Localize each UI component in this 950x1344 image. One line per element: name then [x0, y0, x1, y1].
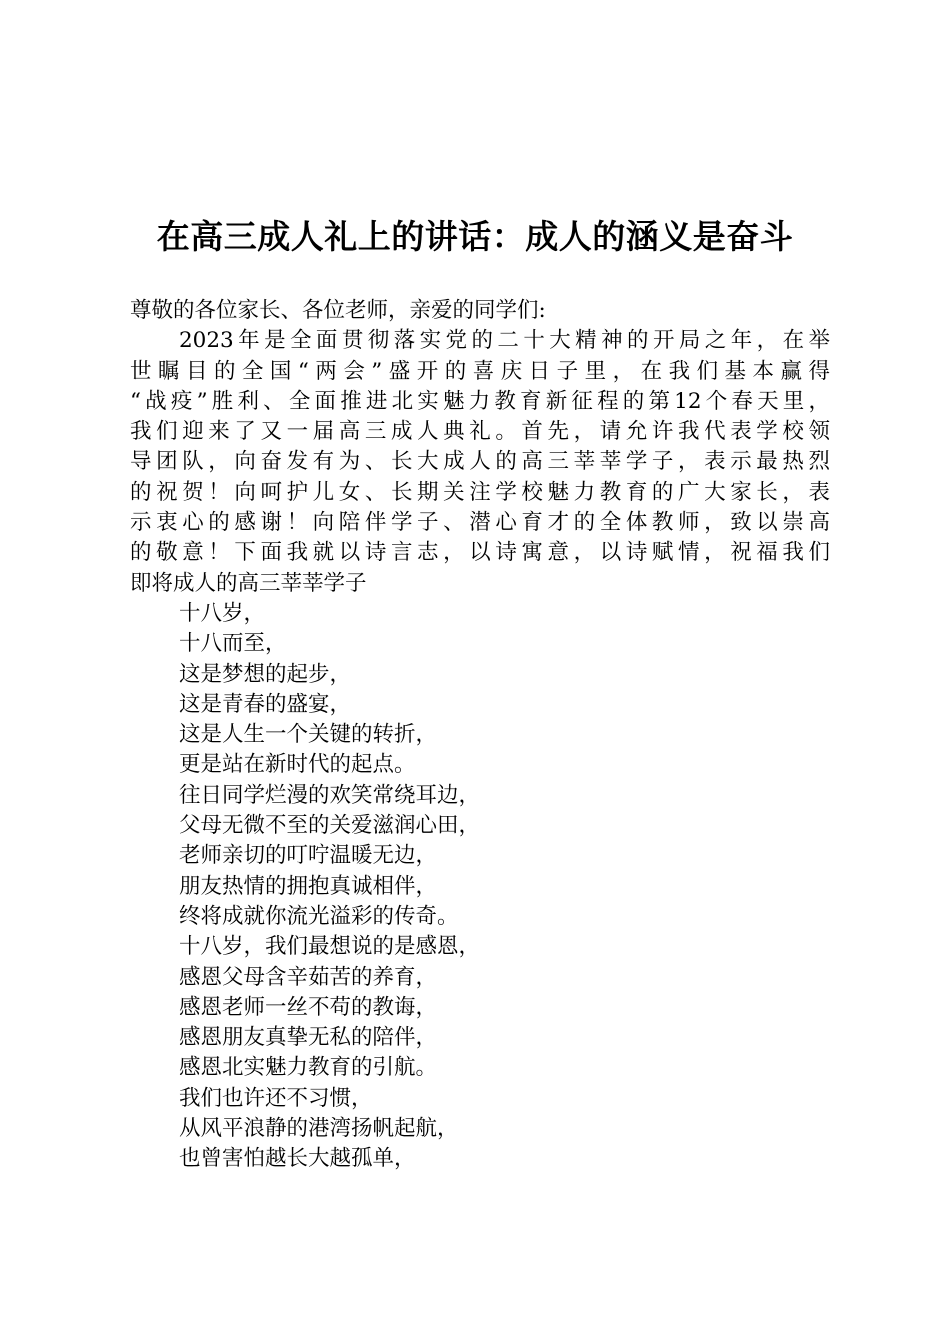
poem-line: 感恩朋友真挚无私的陪伴，: [179, 1025, 438, 1051]
poem-line: 从风平浪静的港湾扬帆起航，: [179, 1116, 459, 1142]
paragraph-line: “战疫”胜利、全面推进北实魅力教育新征程的第12个春天里，: [130, 388, 830, 414]
poem-line: 十八岁，我们最想说的是感恩，: [179, 934, 481, 960]
poem-line: 更是站在新时代的起点。: [179, 752, 416, 778]
poem-line: 终将成就你流光溢彩的传奇。: [179, 903, 459, 929]
poem-line: 这是梦想的起步，: [179, 661, 352, 687]
poem-line: 感恩老师一丝不苟的教诲，: [179, 994, 438, 1020]
poem-line: 父母无微不至的关爱滋润心田，: [179, 813, 481, 839]
salutation-line: 尊敬的各位家长、各位老师，亲爱的同学们:: [130, 298, 546, 323]
document-title: 在高三成人礼上的讲话：成人的涵义是奋斗: [156, 217, 794, 256]
poem-line: 十八而至，: [179, 631, 287, 657]
paragraph-line: 的敬意！下面我就以诗言志，以诗寓意，以诗赋情，祝福我们: [130, 540, 830, 566]
paragraph-line: 2023年是全面贯彻落实党的二十大精神的开局之年，在举: [179, 328, 830, 354]
poem-line: 我们也许还不习惯，: [179, 1085, 373, 1111]
poem-line: 十八岁，: [179, 600, 266, 626]
poem-line: 这是青春的盛宴，: [179, 691, 352, 717]
paragraph-line: 的祝贺！向呵护儿女、长期关注学校魅力教育的广大家长，表: [130, 479, 830, 505]
poem-line: 往日同学烂漫的欢笑常绕耳边，: [179, 782, 481, 808]
paragraph-line: 即将成人的高三莘莘学子: [130, 570, 367, 596]
document-body: [130, 296, 830, 1175]
poem-line: 也曾害怕越长大越孤单，: [179, 1146, 416, 1172]
poem-line: 这是人生一个关键的转折，: [179, 722, 438, 748]
poem-line: 感恩父母含辛茹苦的养育，: [179, 964, 438, 990]
poem-line: 感恩北实魅力教育的引航。: [179, 1055, 438, 1081]
paragraph-line: 世瞩目的全国“两会”盛开的喜庆日子里，在我们基本赢得: [130, 358, 830, 384]
poem-line: 老师亲切的叮咛温暖无边，: [179, 843, 438, 869]
paragraph-line: 示衷心的感谢！向陪伴学子、潜心育才的全体教师，致以崇高: [130, 510, 830, 536]
paragraph-line: 导团队，向奋发有为、长大成人的高三莘莘学子，表示最热烈: [130, 449, 830, 475]
poem-line: 朋友热情的拥抱真诚相伴，: [179, 873, 438, 899]
paragraph-line: 我们迎来了又一届高三成人典礼。首先，请允许我代表学校领: [130, 419, 830, 445]
